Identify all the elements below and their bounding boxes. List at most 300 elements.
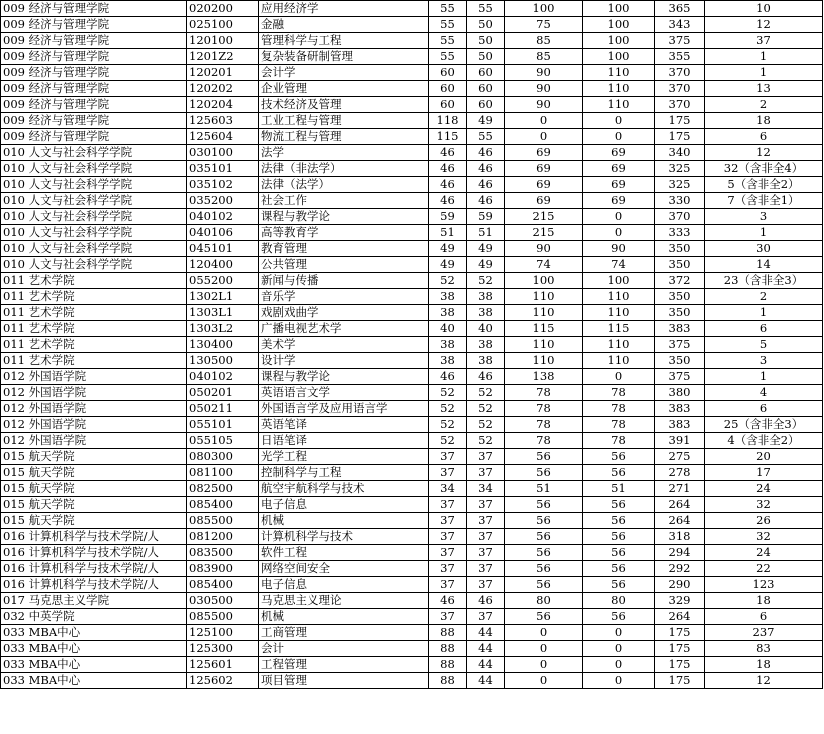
- table-row: [1, 673, 823, 689]
- enrollment-count-cell: 25（含非全3）: [705, 417, 823, 433]
- department-cell: 016 计算机科学与技术学院/人: [1, 545, 187, 561]
- enrollment-count-cell: 32: [705, 497, 823, 513]
- department-cell: 033 MBA中心: [1, 673, 187, 689]
- table-row: [1, 625, 823, 641]
- score-subject-1-cell: 85: [505, 33, 583, 49]
- table-row: [1, 145, 823, 161]
- major-code-cell: 125602: [187, 673, 259, 689]
- score-subject-2-cell: 78: [583, 385, 655, 401]
- total-score-cell: 370: [655, 81, 705, 97]
- enrollment-count-cell: 1: [705, 305, 823, 321]
- table-row: [1, 337, 823, 353]
- table-row: [1, 33, 823, 49]
- total-score-cell: 330: [655, 193, 705, 209]
- score-politics-cell: 118: [429, 113, 467, 129]
- score-subject-2-cell: 90: [583, 241, 655, 257]
- major-name-cell: 广播电视艺术学: [259, 321, 429, 337]
- score-politics-cell: 52: [429, 433, 467, 449]
- score-subject-2-cell: 69: [583, 193, 655, 209]
- score-foreign-language-cell: 52: [467, 273, 505, 289]
- score-foreign-language-cell: 38: [467, 337, 505, 353]
- total-score-cell: 350: [655, 289, 705, 305]
- table-body: [1, 1, 823, 689]
- score-subject-1-cell: 0: [505, 657, 583, 673]
- enrollment-count-cell: 6: [705, 609, 823, 625]
- score-foreign-language-cell: 44: [467, 625, 505, 641]
- major-name-cell: 应用经济学: [259, 1, 429, 17]
- score-foreign-language-cell: 60: [467, 81, 505, 97]
- major-name-cell: 航空宇航科学与技术: [259, 481, 429, 497]
- major-name-cell: 会计学: [259, 65, 429, 81]
- score-foreign-language-cell: 37: [467, 609, 505, 625]
- score-foreign-language-cell: 55: [467, 1, 505, 17]
- major-code-cell: 025100: [187, 17, 259, 33]
- total-score-cell: 175: [655, 625, 705, 641]
- enrollment-count-cell: 123: [705, 577, 823, 593]
- score-politics-cell: 115: [429, 129, 467, 145]
- enrollment-count-cell: 18: [705, 657, 823, 673]
- table-row: [1, 1, 823, 17]
- total-score-cell: 292: [655, 561, 705, 577]
- score-politics-cell: 34: [429, 481, 467, 497]
- major-code-cell: 082500: [187, 481, 259, 497]
- score-foreign-language-cell: 34: [467, 481, 505, 497]
- score-subject-2-cell: 0: [583, 113, 655, 129]
- department-cell: 012 外国语学院: [1, 401, 187, 417]
- score-subject-1-cell: 0: [505, 673, 583, 689]
- major-name-cell: 计算机科学与技术: [259, 529, 429, 545]
- total-score-cell: 264: [655, 513, 705, 529]
- department-cell: 012 外国语学院: [1, 417, 187, 433]
- score-foreign-language-cell: 37: [467, 529, 505, 545]
- enrollment-count-cell: 2: [705, 97, 823, 113]
- score-subject-1-cell: 90: [505, 81, 583, 97]
- score-politics-cell: 37: [429, 561, 467, 577]
- major-code-cell: 085500: [187, 513, 259, 529]
- score-politics-cell: 46: [429, 177, 467, 193]
- score-subject-2-cell: 0: [583, 641, 655, 657]
- table-row: [1, 241, 823, 257]
- department-cell: 009 经济与管理学院: [1, 1, 187, 17]
- major-name-cell: 管理科学与工程: [259, 33, 429, 49]
- score-politics-cell: 38: [429, 305, 467, 321]
- major-code-cell: 125603: [187, 113, 259, 129]
- department-cell: 009 经济与管理学院: [1, 129, 187, 145]
- score-subject-1-cell: 75: [505, 17, 583, 33]
- department-cell: 033 MBA中心: [1, 641, 187, 657]
- department-cell: 016 计算机科学与技术学院/人: [1, 529, 187, 545]
- table-row: [1, 113, 823, 129]
- total-score-cell: 325: [655, 161, 705, 177]
- table-row: [1, 657, 823, 673]
- score-politics-cell: 38: [429, 289, 467, 305]
- total-score-cell: 343: [655, 17, 705, 33]
- total-score-cell: 370: [655, 209, 705, 225]
- score-politics-cell: 37: [429, 497, 467, 513]
- total-score-cell: 264: [655, 497, 705, 513]
- major-code-cell: 050201: [187, 385, 259, 401]
- major-code-cell: 055101: [187, 417, 259, 433]
- score-subject-2-cell: 56: [583, 449, 655, 465]
- score-politics-cell: 51: [429, 225, 467, 241]
- table-row: [1, 417, 823, 433]
- enrollment-count-cell: 30: [705, 241, 823, 257]
- score-subject-1-cell: 115: [505, 321, 583, 337]
- score-subject-2-cell: 110: [583, 81, 655, 97]
- score-foreign-language-cell: 46: [467, 177, 505, 193]
- major-name-cell: 课程与教学论: [259, 209, 429, 225]
- score-politics-cell: 55: [429, 49, 467, 65]
- total-score-cell: 290: [655, 577, 705, 593]
- department-cell: 010 人文与社会科学学院: [1, 145, 187, 161]
- major-code-cell: 085400: [187, 497, 259, 513]
- department-cell: 010 人文与社会科学学院: [1, 177, 187, 193]
- score-politics-cell: 37: [429, 513, 467, 529]
- score-foreign-language-cell: 37: [467, 497, 505, 513]
- enrollment-count-cell: 14: [705, 257, 823, 273]
- department-cell: 011 艺术学院: [1, 305, 187, 321]
- score-politics-cell: 46: [429, 369, 467, 385]
- score-subject-2-cell: 78: [583, 401, 655, 417]
- score-subject-2-cell: 110: [583, 305, 655, 321]
- score-foreign-language-cell: 52: [467, 417, 505, 433]
- score-subject-1-cell: 90: [505, 97, 583, 113]
- score-foreign-language-cell: 52: [467, 433, 505, 449]
- score-politics-cell: 52: [429, 417, 467, 433]
- total-score-cell: 318: [655, 529, 705, 545]
- score-politics-cell: 52: [429, 273, 467, 289]
- department-cell: 009 经济与管理学院: [1, 81, 187, 97]
- major-code-cell: 1303L2: [187, 321, 259, 337]
- score-subject-1-cell: 74: [505, 257, 583, 273]
- score-politics-cell: 52: [429, 385, 467, 401]
- total-score-cell: 350: [655, 241, 705, 257]
- score-politics-cell: 37: [429, 577, 467, 593]
- score-subject-2-cell: 100: [583, 33, 655, 49]
- major-name-cell: 金融: [259, 17, 429, 33]
- table-row: [1, 545, 823, 561]
- score-politics-cell: 46: [429, 193, 467, 209]
- major-name-cell: 外国语言学及应用语言学: [259, 401, 429, 417]
- department-cell: 009 经济与管理学院: [1, 17, 187, 33]
- total-score-cell: 175: [655, 641, 705, 657]
- score-subject-2-cell: 69: [583, 177, 655, 193]
- score-subject-2-cell: 100: [583, 1, 655, 17]
- total-score-cell: 275: [655, 449, 705, 465]
- score-subject-2-cell: 110: [583, 337, 655, 353]
- score-subject-2-cell: 0: [583, 657, 655, 673]
- score-subject-1-cell: 110: [505, 353, 583, 369]
- department-cell: 015 航天学院: [1, 497, 187, 513]
- table-row: [1, 577, 823, 593]
- score-subject-2-cell: 56: [583, 497, 655, 513]
- department-cell: 012 外国语学院: [1, 385, 187, 401]
- table-row: [1, 449, 823, 465]
- score-subject-2-cell: 56: [583, 577, 655, 593]
- score-subject-1-cell: 56: [505, 497, 583, 513]
- major-code-cell: 1201Z2: [187, 49, 259, 65]
- major-code-cell: 120100: [187, 33, 259, 49]
- score-politics-cell: 60: [429, 97, 467, 113]
- department-cell: 033 MBA中心: [1, 657, 187, 673]
- score-subject-1-cell: 69: [505, 177, 583, 193]
- total-score-cell: 355: [655, 49, 705, 65]
- major-name-cell: 法律（非法学）: [259, 161, 429, 177]
- score-foreign-language-cell: 46: [467, 145, 505, 161]
- major-name-cell: 工程管理: [259, 657, 429, 673]
- table-row: [1, 529, 823, 545]
- major-name-cell: 英语语言文学: [259, 385, 429, 401]
- major-code-cell: 130400: [187, 337, 259, 353]
- score-politics-cell: 37: [429, 609, 467, 625]
- score-subject-1-cell: 56: [505, 561, 583, 577]
- score-subject-1-cell: 100: [505, 1, 583, 17]
- major-code-cell: 040102: [187, 369, 259, 385]
- total-score-cell: 264: [655, 609, 705, 625]
- enrollment-count-cell: 12: [705, 17, 823, 33]
- total-score-cell: 325: [655, 177, 705, 193]
- total-score-cell: 375: [655, 369, 705, 385]
- table-row: [1, 481, 823, 497]
- total-score-cell: 383: [655, 417, 705, 433]
- enrollment-count-cell: 2: [705, 289, 823, 305]
- score-politics-cell: 88: [429, 641, 467, 657]
- score-subject-1-cell: 69: [505, 145, 583, 161]
- total-score-cell: 271: [655, 481, 705, 497]
- enrollment-count-cell: 12: [705, 673, 823, 689]
- major-code-cell: 081100: [187, 465, 259, 481]
- enrollment-count-cell: 32: [705, 529, 823, 545]
- score-subject-1-cell: 0: [505, 625, 583, 641]
- score-subject-1-cell: 78: [505, 417, 583, 433]
- major-name-cell: 会计: [259, 641, 429, 657]
- score-politics-cell: 37: [429, 529, 467, 545]
- score-subject-1-cell: 215: [505, 225, 583, 241]
- score-foreign-language-cell: 37: [467, 545, 505, 561]
- total-score-cell: 372: [655, 273, 705, 289]
- enrollment-count-cell: 13: [705, 81, 823, 97]
- table-row: [1, 465, 823, 481]
- score-politics-cell: 59: [429, 209, 467, 225]
- total-score-cell: 383: [655, 401, 705, 417]
- department-cell: 010 人文与社会科学学院: [1, 193, 187, 209]
- department-cell: 012 外国语学院: [1, 433, 187, 449]
- score-politics-cell: 88: [429, 625, 467, 641]
- table-row: [1, 385, 823, 401]
- score-subject-2-cell: 56: [583, 513, 655, 529]
- enrollment-count-cell: 10: [705, 1, 823, 17]
- score-foreign-language-cell: 50: [467, 33, 505, 49]
- major-name-cell: 教育管理: [259, 241, 429, 257]
- score-foreign-language-cell: 38: [467, 305, 505, 321]
- major-code-cell: 083900: [187, 561, 259, 577]
- score-subject-1-cell: 85: [505, 49, 583, 65]
- table-row: [1, 177, 823, 193]
- major-name-cell: 马克思主义理论: [259, 593, 429, 609]
- enrollment-count-cell: 17: [705, 465, 823, 481]
- major-name-cell: 公共管理: [259, 257, 429, 273]
- major-code-cell: 120400: [187, 257, 259, 273]
- score-subject-1-cell: 69: [505, 161, 583, 177]
- score-politics-cell: 49: [429, 257, 467, 273]
- table-row: [1, 401, 823, 417]
- score-foreign-language-cell: 37: [467, 561, 505, 577]
- score-foreign-language-cell: 52: [467, 401, 505, 417]
- score-subject-1-cell: 138: [505, 369, 583, 385]
- score-subject-1-cell: 56: [505, 545, 583, 561]
- major-name-cell: 软件工程: [259, 545, 429, 561]
- score-subject-2-cell: 0: [583, 209, 655, 225]
- major-name-cell: 电子信息: [259, 577, 429, 593]
- department-cell: 009 经济与管理学院: [1, 65, 187, 81]
- score-foreign-language-cell: 50: [467, 17, 505, 33]
- total-score-cell: 350: [655, 353, 705, 369]
- total-score-cell: 350: [655, 305, 705, 321]
- table-row: [1, 81, 823, 97]
- table-row: [1, 369, 823, 385]
- score-foreign-language-cell: 38: [467, 353, 505, 369]
- score-foreign-language-cell: 37: [467, 465, 505, 481]
- table-row: [1, 321, 823, 337]
- major-name-cell: 控制科学与工程: [259, 465, 429, 481]
- total-score-cell: 329: [655, 593, 705, 609]
- enrollment-count-cell: 6: [705, 321, 823, 337]
- score-subject-2-cell: 80: [583, 593, 655, 609]
- score-politics-cell: 38: [429, 353, 467, 369]
- score-subject-2-cell: 69: [583, 161, 655, 177]
- score-foreign-language-cell: 44: [467, 673, 505, 689]
- enrollment-count-cell: 4（含非全2）: [705, 433, 823, 449]
- score-foreign-language-cell: 44: [467, 641, 505, 657]
- score-subject-1-cell: 215: [505, 209, 583, 225]
- score-subject-1-cell: 0: [505, 129, 583, 145]
- total-score-cell: 365: [655, 1, 705, 17]
- score-subject-2-cell: 0: [583, 625, 655, 641]
- enrollment-count-cell: 1: [705, 65, 823, 81]
- total-score-cell: 370: [655, 97, 705, 113]
- total-score-cell: 375: [655, 337, 705, 353]
- score-foreign-language-cell: 59: [467, 209, 505, 225]
- score-politics-cell: 88: [429, 657, 467, 673]
- table-row: [1, 17, 823, 33]
- major-name-cell: 机械: [259, 513, 429, 529]
- enrollment-count-cell: 4: [705, 385, 823, 401]
- score-foreign-language-cell: 46: [467, 161, 505, 177]
- department-cell: 016 计算机科学与技术学院/人: [1, 561, 187, 577]
- table-row: [1, 513, 823, 529]
- score-politics-cell: 46: [429, 161, 467, 177]
- enrollment-count-cell: 3: [705, 353, 823, 369]
- score-subject-1-cell: 110: [505, 337, 583, 353]
- total-score-cell: 383: [655, 321, 705, 337]
- enrollment-count-cell: 1: [705, 49, 823, 65]
- major-code-cell: 120201: [187, 65, 259, 81]
- table-row: [1, 593, 823, 609]
- department-cell: 010 人文与社会科学学院: [1, 209, 187, 225]
- major-code-cell: 1303L1: [187, 305, 259, 321]
- score-subject-2-cell: 56: [583, 609, 655, 625]
- major-code-cell: 035102: [187, 177, 259, 193]
- major-name-cell: 项目管理: [259, 673, 429, 689]
- enrollment-count-cell: 12: [705, 145, 823, 161]
- score-subject-1-cell: 90: [505, 241, 583, 257]
- score-politics-cell: 37: [429, 449, 467, 465]
- score-foreign-language-cell: 40: [467, 321, 505, 337]
- score-politics-cell: 46: [429, 145, 467, 161]
- major-code-cell: 035101: [187, 161, 259, 177]
- score-foreign-language-cell: 37: [467, 577, 505, 593]
- score-subject-1-cell: 78: [505, 433, 583, 449]
- major-name-cell: 设计学: [259, 353, 429, 369]
- table-row: [1, 353, 823, 369]
- major-code-cell: 125300: [187, 641, 259, 657]
- major-code-cell: 083500: [187, 545, 259, 561]
- total-score-cell: 370: [655, 65, 705, 81]
- score-subject-2-cell: 110: [583, 353, 655, 369]
- enrollment-count-cell: 37: [705, 33, 823, 49]
- major-code-cell: 120202: [187, 81, 259, 97]
- score-foreign-language-cell: 60: [467, 97, 505, 113]
- total-score-cell: 175: [655, 129, 705, 145]
- score-subject-2-cell: 56: [583, 545, 655, 561]
- table-row: [1, 609, 823, 625]
- score-subject-1-cell: 0: [505, 641, 583, 657]
- score-politics-cell: 52: [429, 401, 467, 417]
- score-politics-cell: 38: [429, 337, 467, 353]
- score-politics-cell: 37: [429, 465, 467, 481]
- total-score-cell: 175: [655, 657, 705, 673]
- table-row: [1, 49, 823, 65]
- enrollment-count-cell: 24: [705, 481, 823, 497]
- enrollment-count-cell: 26: [705, 513, 823, 529]
- enrollment-count-cell: 3: [705, 209, 823, 225]
- table-row: [1, 161, 823, 177]
- table-row: [1, 641, 823, 657]
- score-foreign-language-cell: 46: [467, 193, 505, 209]
- score-foreign-language-cell: 46: [467, 369, 505, 385]
- major-name-cell: 高等教育学: [259, 225, 429, 241]
- table-row: [1, 433, 823, 449]
- department-cell: 011 艺术学院: [1, 337, 187, 353]
- score-subject-2-cell: 0: [583, 369, 655, 385]
- table-row: [1, 561, 823, 577]
- major-name-cell: 光学工程: [259, 449, 429, 465]
- enrollment-count-cell: 5（含非全2）: [705, 177, 823, 193]
- major-code-cell: 030100: [187, 145, 259, 161]
- major-name-cell: 企业管理: [259, 81, 429, 97]
- department-cell: 009 经济与管理学院: [1, 97, 187, 113]
- enrollment-count-cell: 23（含非全3）: [705, 273, 823, 289]
- table-row: [1, 65, 823, 81]
- department-cell: 033 MBA中心: [1, 625, 187, 641]
- enrollment-count-cell: 24: [705, 545, 823, 561]
- score-politics-cell: 37: [429, 545, 467, 561]
- enrollment-count-cell: 5: [705, 337, 823, 353]
- major-code-cell: 125604: [187, 129, 259, 145]
- major-name-cell: 物流工程与管理: [259, 129, 429, 145]
- score-subject-2-cell: 100: [583, 273, 655, 289]
- score-subject-1-cell: 56: [505, 577, 583, 593]
- score-foreign-language-cell: 49: [467, 257, 505, 273]
- table-row: [1, 129, 823, 145]
- major-code-cell: 020200: [187, 1, 259, 17]
- score-subject-2-cell: 100: [583, 17, 655, 33]
- score-subject-2-cell: 51: [583, 481, 655, 497]
- score-subject-2-cell: 0: [583, 225, 655, 241]
- department-cell: 010 人文与社会科学学院: [1, 161, 187, 177]
- major-name-cell: 技术经济及管理: [259, 97, 429, 113]
- score-politics-cell: 55: [429, 1, 467, 17]
